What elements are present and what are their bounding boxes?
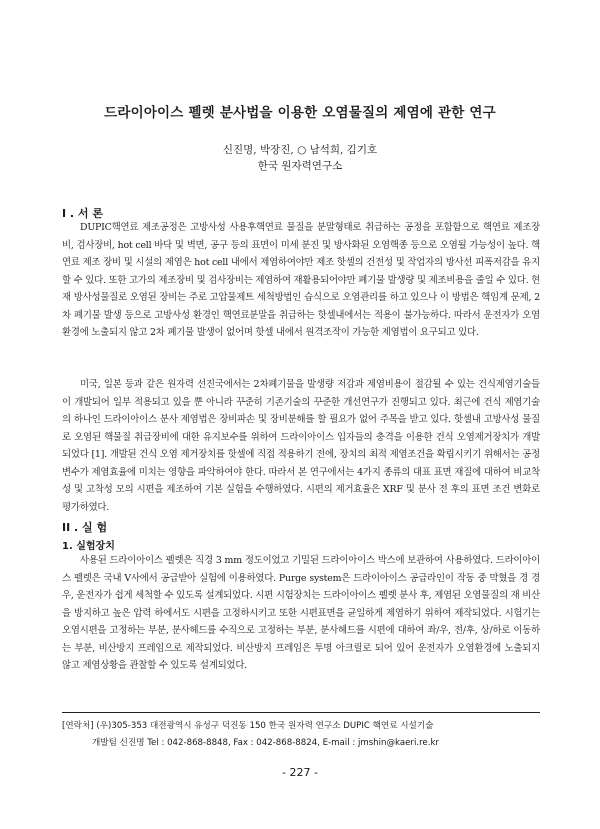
experiment-heading: II . 실 험 <box>62 521 108 534</box>
intro-paragraph-1: DUPIC핵연료 제조공정은 고방사성 사용후핵연료 물질을 분말형태로 취급하는 공정을 포함함으로 핵연료 제조장비, 검사장비, hot cell 바닥 및 벽면, 공구 등의 표면이 미세 분진 및 방사화된 오염핵종 등으로 오염될 가능성이 높다. 핵연료 제조 장비 및 시설의 제염은 hot cell 내에서 제염하여야만 제조 핫셀의 건전성 및 작업자의 방사선 피폭저감을 유지할 수 있다. 또한 고가의 제조장비 및 검사장비는 제염하여 재활용되어야만 폐기물 발생량 및 제조비용을 줄일 수 있다. 현재 방사성물질로 오염된 장비는 주로 고압물제트 세척방법인 습식으로 오염관리를 하고 있으나 이 방법은 핵임계 문제, 2차 폐기물 발생 등으로 고방사성 환경인 핵연료분말을 취급하는 핫셀내에서는 적용이 불가능하다. 따라서 운전자가 오염환경에 노출되지 않고 2차 폐기물 발생이 없어며 핫셀 내에서 원격조작이 가능한 제염법이 요구되고 있다. <box>62 222 540 338</box>
experiment-paragraph-1: 사용된 드라이아이스 펠렛은 직경 3 mm 정도이었고 기밀된 드라이아이스 박스에 보관하여 사용하였다. 드라이아이스 펠렛은 국내 V사에서 공급받아 실험에 이용하였다. Purge system은 드라이아이스 공급라인이 작동 중 막혔을 경 경우, 운전자가 쉽게 세척할 수 있도록 설계되었다. 시편 시험장치는 드라이아이스 펠렛 분사 후, 제염된 오염물질의 재 비산을 방지하고 높은 압력 하에서도 시편을 고정하시키고 또한 시편표면을 균일하게 제염하기 위하여 제작되었다. 시험기는 오염시편을 고정하는 부분, 분사헤드를 수직으로 고정하는 부분, 분사헤드를 시편에 대하여 좌/우, 전/후, 상/하로 이동하는 부분, 비산방지 프레임으로 제작되었다. 비산방지 프레임은 투명 아크릴로 되어 있어 운전자가 오염환경에 노출되지 않고 제염상황을 관찰할 수 있도록 설계되었다. <box>62 555 540 671</box>
footnote-line-2: 개발팀 신진명 Tel : 042-868-8848, Fax : 042-868-8824, E-mail : jmshin@kaeri.re.kr <box>92 738 439 748</box>
intro-paragraph-2: 미국, 일본 등과 같은 원자력 선진국에서는 2차폐기물을 발생량 저감과 제염비용이 절감될 수 있는 건식제염기술들이 개발되어 일부 적용되고 있을 뿐 아니라 꾸준히 기존기술의 꾸준한 개선연구가 진행되고 있다. 최근에 건식 제염기술의 하나인 드라이아이스 분사 제염법은 장비파손 및 장비분해를 할 필요가 없어 주목을 받고 있다. 핫셀내 고방사성 물질로 오염된 핵물질 취급장비에 대한 유지보수를 위하여 드라이아이스 입자들의 충격을 이용한 건식 오염제거장치가 개발되었다 [1]. 개발된 건식 오염 제거장치를 핫셀에 직접 적용하기 전에, 장치의 최적 제염조건을 확립시키기 위해서는 공정변수가 제염효율에 미치는 영향을 파악하여야 한다. 따라서 본 연구에서는 4가지 종류의 대표 표면 재질에 대하여 비교착성 및 고착성 모의 시편을 제조하여 기본 실험을 수행하였다. 시편의 제거효율은 XRF 및 분사 전 후의 표면 조건 변화로 평가하였다. <box>62 379 540 513</box>
footnote <box>62 718 540 752</box>
paper-title: 드라이아이스 펠렛 분사법을 이용한 오염물질의 제염에 관한 연구 <box>104 105 496 121</box>
author-block <box>0 142 600 174</box>
footnote-line-1: [연락처] (우)305-353 대전광역시 유성구 덕진동 150 한국 원자력 연구소 DUPIC 핵연료 시설기술 <box>62 721 434 731</box>
page-number: - 227 - <box>282 766 318 779</box>
footnote-divider <box>62 712 540 713</box>
experiment-subheading: 1. 실험장치 <box>62 541 115 552</box>
author-names: 신진명, 박장진, ○ 남석희, 김기호 <box>222 144 378 156</box>
author-affiliation: 한국 원자력연구소 <box>257 160 343 172</box>
intro-heading: I . 서 론 <box>62 207 104 220</box>
